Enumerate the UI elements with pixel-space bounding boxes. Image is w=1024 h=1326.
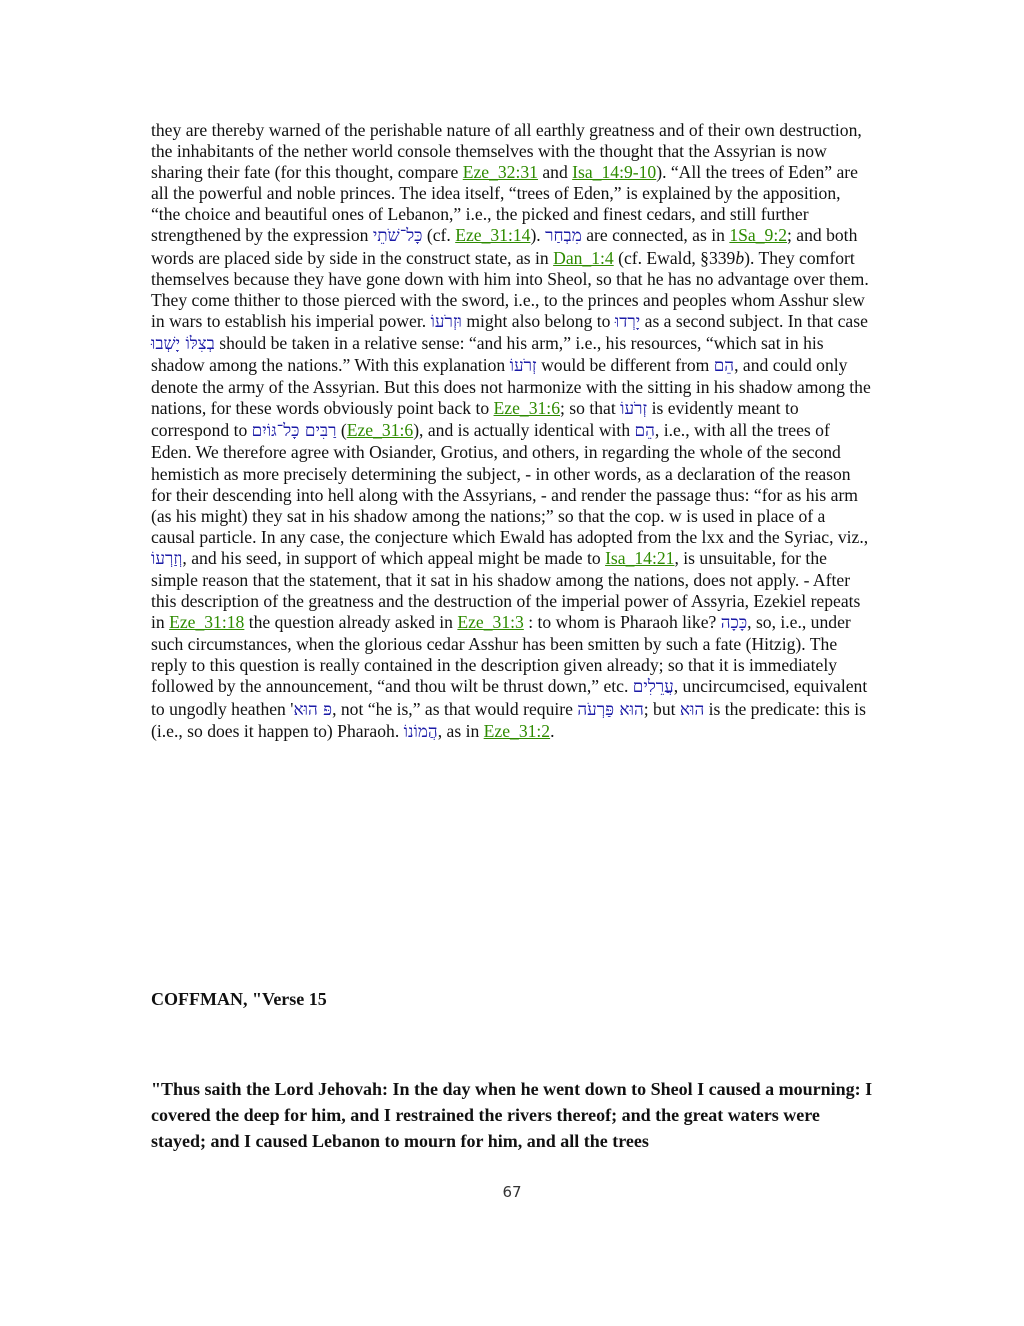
text-run: should be taken in a relative sense: “and his arm,” i.e., his resources, “which sat in his shadow among the nations.” With this explanation — [151, 332, 824, 376]
text-run: would be different from — [536, 355, 714, 376]
commentary-text — [151, 120, 873, 743]
scripture-link[interactable]: Isa_14:21 — [605, 547, 675, 568]
text-run: ; and both words are placed side by side in the construct state, as in — [151, 225, 858, 268]
text-run: (cf. — [422, 225, 456, 246]
text-run: (cf. Ewald, §339 — [613, 247, 736, 268]
text-run: and — [537, 162, 573, 183]
verse-quote: "Thus saith the Lord Jehovah: In the day when he went down to Sheol I caused a mourning: I covered the deep for him, and I restrained the rivers thereof; and the great waters were stayed; and I caused Lebanon to mourn for him, and all the trees — [151, 1079, 873, 1151]
scripture-link[interactable]: Dan_1:4 — [553, 247, 614, 268]
text-run: ; so that — [560, 398, 621, 419]
page-number: 67 — [502, 1183, 522, 1201]
text-run: : to whom is Pharaoh like? — [523, 612, 721, 633]
text-run: is the predicate: this is (i.e., so does it happen to) Pharaoh. — [151, 698, 866, 741]
scripture-link[interactable]: 1Sa_9:2 — [729, 225, 787, 246]
text-run: b — [735, 247, 745, 268]
text-run: the question already asked in — [244, 612, 458, 633]
section-heading: COFFMAN, "Verse 15 — [151, 989, 327, 1009]
hebrew-word: זְרֹעוֹ — [509, 356, 537, 377]
scripture-link[interactable]: Eze_31:6 — [346, 420, 414, 441]
hebrew-word: כָּל־שֹׁתֵי — [372, 226, 423, 247]
hebrew-word: זְרֹעוֹ — [620, 399, 648, 420]
text-run: are connected, as in — [581, 225, 730, 246]
hebrew-word: הֵם — [713, 356, 735, 377]
text-run: ( — [336, 420, 347, 441]
text-run: , i.e., with all the trees of Eden. We therefore agree with Osiander, Grotius, and others, in regarding the whole of the second hemistich as more precisely determining the subject, - in other words, as a declaration of the reason for their descending into hell along with the Assyrians, - and render the passage thus: “for as his arm (as his might) they sat in his shadow among the nations;” so that the cop. w is used in place of a causal particle. In any case, the conjecture which Ewald has adopted from the lxx and the Syriac, viz., — [151, 420, 869, 547]
text-run: , as in — [437, 720, 484, 741]
hebrew-word: בְצִלּוֹ יָשְׁבוּ — [151, 333, 215, 354]
text-run: ; but — [643, 698, 680, 719]
text-run: is evidently meant to correspond to — [151, 398, 799, 441]
text-run: , not “he is,” as that would require — [332, 698, 578, 719]
hebrew-word: הֵם — [634, 421, 655, 442]
text-run: , so, i.e., under such circumstances, when the glorious cedar Asshur has been smitten by such a fate (Hitzig). The reply to this question is really contained in the description given already; so that it is immediately followed by the announcement, “and thou wilt be thrust down,” etc. — [151, 612, 851, 697]
hebrew-word: מִבְחַר — [545, 226, 582, 247]
hebrew-word: פּ הוּא — [293, 699, 333, 720]
text-run: , uncircumcised, equivalent to ungodly heathen ' — [151, 676, 868, 719]
scripture-link[interactable]: Eze_32:31 — [462, 162, 538, 183]
hebrew-word: רַבִּים כָּל־גּוֹיִם — [251, 421, 337, 442]
text-run: , is unsuitable, for the simple reason that the statement, that it sat in his shadow among the nations, does not apply. - After this description of the greatness and the destruction of the imperial power of Assyria, Ezekiel repeats in — [151, 547, 861, 633]
commentary-paragraph — [151, 120, 873, 743]
scripture-link[interactable]: Isa_14:9-10 — [572, 162, 657, 183]
hebrew-word: וְזַרְעוֹ — [151, 548, 183, 569]
scripture-link[interactable]: Eze_31:2 — [483, 720, 551, 741]
text-run: , and his seed, in support of which appeal might be made to — [182, 547, 606, 568]
hebrew-word: עֲרֵלִים — [632, 677, 674, 698]
hebrew-word: וּזְרֹעוֹ — [430, 311, 462, 332]
text-run: ). “All the trees of Eden” are all the powerful and noble princes. The idea itself, “trees of Eden,” is explained by the apposition, “the choice and beautiful ones of Lebanon,” i.e., the picked and finest cedars, and still further strengthened by the expression — [151, 162, 858, 246]
text-run: . — [550, 720, 555, 741]
text-run: , and could only denote the army of the Assyrian. But this does not harmonize with the sitting in his shadow among the nations, for these words obviously point back to — [151, 355, 871, 419]
hebrew-word: יָרְדוּ — [614, 311, 641, 332]
text-run: might also belong to — [461, 310, 615, 331]
text-run: ). — [530, 225, 546, 246]
scripture-link[interactable]: Eze_31:3 — [457, 612, 524, 633]
text-run: ). They comfort themselves because they have gone down with him into Sheol, so that he has no advantage over them. They come thither to those pierced with the sword, i.e., to the princes and peoples whom Asshur slew in wars to establish his imperial power. — [151, 247, 869, 331]
text-run: as a second subject. In that case — [640, 310, 868, 331]
scripture-link[interactable]: Eze_31:14 — [455, 225, 531, 246]
scripture-link[interactable]: Eze_31:6 — [493, 398, 560, 419]
text-run: they are thereby warned of the perishable nature of all earthly greatness and of their own destruction, the inhabitants of the nether world console themselves with the thought that the Assyrian is now sharing their fate (for this thought, compare — [151, 120, 862, 183]
hebrew-word: הוּא — [679, 699, 705, 720]
scripture-link[interactable]: Eze_31:18 — [169, 612, 245, 633]
hebrew-word: כָּכָה — [720, 613, 748, 634]
text-run: ), and is actually identical with — [413, 420, 635, 441]
hebrew-word: הֲמוֹנוֹ — [403, 721, 438, 742]
hebrew-word: הוּא פַּרְעֹה — [577, 699, 644, 720]
